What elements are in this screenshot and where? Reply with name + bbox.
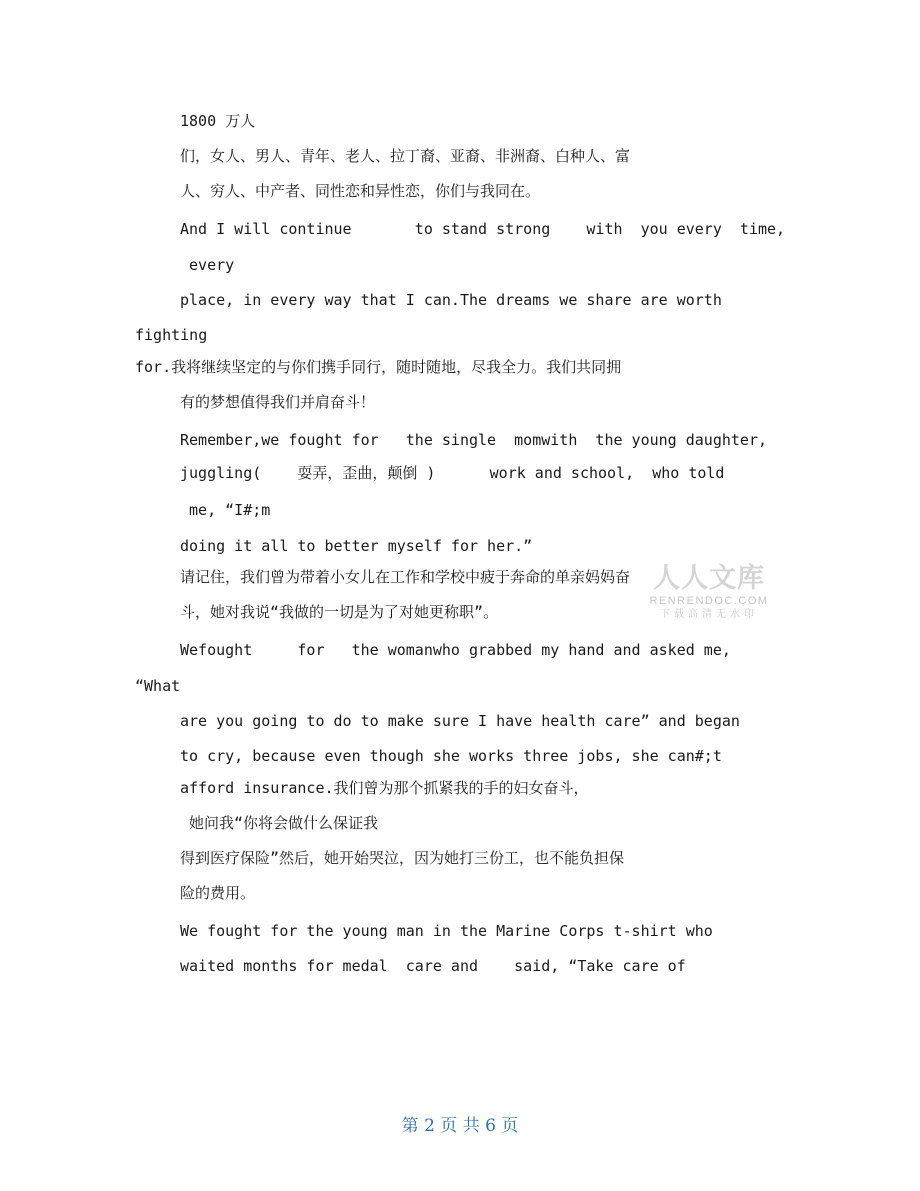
- text-line: 有的梦想值得我们并肩奋斗！: [180, 393, 376, 411]
- text-line: waited months for medal care and said, “Take care of: [180, 957, 686, 975]
- text-line: to cry, because even though she works three jobs, she can#;t: [180, 747, 722, 765]
- text-line: 她问我“你将会做什么保证我: [180, 814, 379, 832]
- text-line: 1800 万人: [180, 112, 256, 130]
- text-line: 人、穷人、中产者、同性恋和异性恋，你们与我同在。: [180, 182, 541, 200]
- watermark-tagline: 下载高清无水印: [660, 609, 758, 620]
- text-line: 险的费用。: [180, 884, 256, 902]
- text-line: every: [180, 256, 235, 274]
- text-line: 们，女人、男人、青年、老人、拉丁裔、亚裔、非洲裔、白种人、富: [180, 147, 631, 165]
- text-line: 请记住，我们曾为带着小女儿在工作和学校中疲于奔命的单亲妈妈奋: [180, 568, 631, 586]
- text-line: 得到医疗保险”然后，她开始哭泣，因为她打三份工，也不能负担保: [180, 849, 625, 867]
- text-line: me, “I#;m: [180, 501, 271, 519]
- text-line: doing it all to better myself for her.”: [180, 537, 533, 555]
- text-line: We fought for the young man in the Marine Corps t-shirt who: [180, 922, 713, 940]
- text-line: “What: [135, 677, 181, 695]
- page-number-footer: 第 2 页 共 6 页: [401, 1116, 519, 1136]
- text-line: fighting: [135, 326, 208, 344]
- watermark-site: RENRENDOC.COM: [649, 595, 769, 607]
- text-line: Wefought for the womanwho grabbed my hand and asked me,: [180, 641, 731, 659]
- text-line: place, in every way that I can.The dreams we share are worth: [180, 291, 722, 309]
- text-line: are you going to do to make sure I have health care” and began: [180, 712, 740, 730]
- watermark: [646, 563, 772, 622]
- watermark-logo: 人人文库: [653, 563, 765, 594]
- text-line: afford insurance.我们曾为那个抓紧我的手的妇女奋斗，: [180, 779, 589, 797]
- text-line: juggling( 耍弄，歪曲，颠倒 ) work and school, who told: [180, 464, 725, 482]
- text-line: for.我将继续坚定的与你们携手同行，随时随地，尽我全力。我们共同拥: [135, 358, 622, 376]
- text-line: 斗，她对我说“我做的一切是为了对她更称职”。: [180, 603, 499, 621]
- text-line: And I will continue to stand strong with you every time,: [180, 220, 786, 238]
- text-line: Remember,we fought for the single momwith the young daughter,: [180, 431, 767, 449]
